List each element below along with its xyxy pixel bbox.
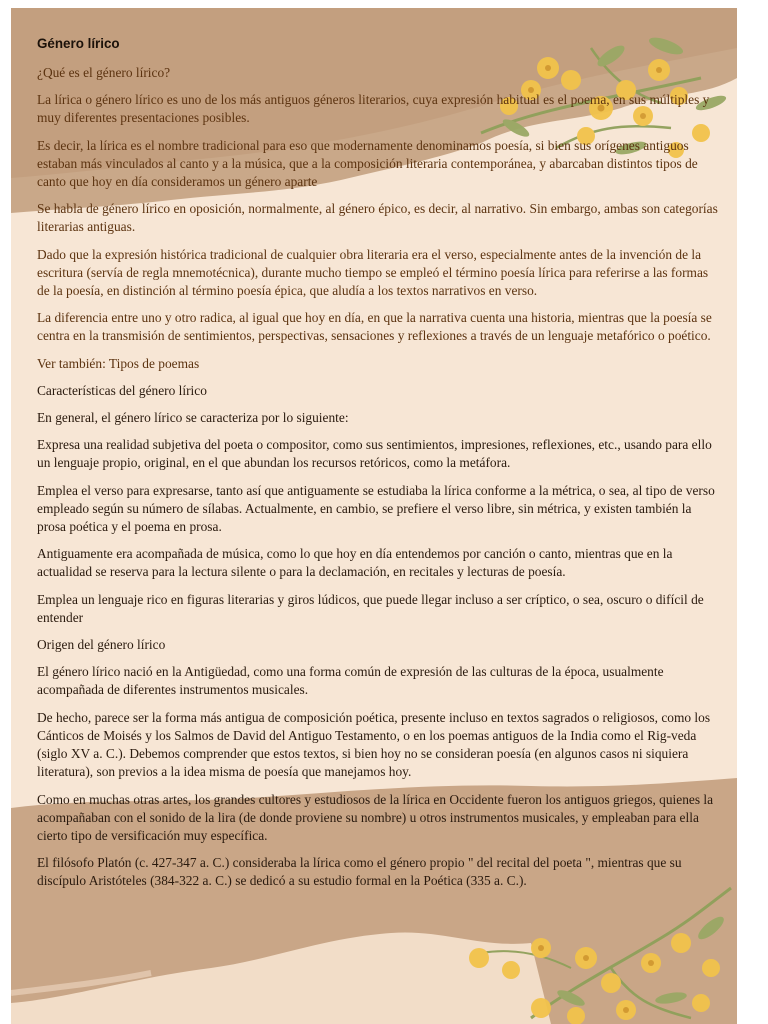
characteristics-intro: En general, el género lírico se caracteriza por lo siguiente:: [37, 410, 349, 426]
plato-paragraph: El filósofo Platón (c. 427-347 a. C.) consideraba la lírica como el género propio " del recital del poeta ", mientras que su discípulo Aristóteles (384-322 a. C.) se dedicó a su estudio formal en la Poética (335 a. C.).: [37, 855, 682, 889]
characteristics-heading: Características del género lírico: [37, 382, 207, 398]
history-paragraph: Dado que la expresión histórica tradicional de cualquier obra literaria era el verso, especialmente antes de la invención de la escritura (servía de regla mnemotécnica), durante mucho tiempo se empleó el término poesía lírica para referirse a las formas de la poesía, en distinción al término poesía épica, que aludía a los textos narrativos en verso.: [37, 246, 709, 299]
question-heading: ¿Qué es el género lírico?: [37, 65, 171, 80]
difference-paragraph: La diferencia entre uno y otro radica, al igual que hoy en día, en que la narrativa cuenta una historia, mientras que la poesía se centra en la transmisión de sentimientos, perspectivas, sensaciones y reflexiones a través de un lenguaje metafórico o poético.: [37, 310, 712, 344]
characteristic-item: Expresa una realidad subjetiva del poeta o compositor, como sus sentimientos, impresiones, reflexiones, etc., usando para ello un lenguaje propio, original, en el que abundan los recursos retóricos, como la metáfora.: [37, 437, 712, 471]
intro-paragraph: La lírica o género lírico es uno de los más antiguos géneros literarios, cuya expresión habitual es el poema, en sus múltiples y muy diferentes presentaciones posibles.: [37, 92, 710, 126]
origin-paragraph: El género lírico nació en la Antigüedad, como una forma común de expresión de las culturas de la época, usualmente acompañada de diferentes instrumentos musicales.: [37, 664, 664, 698]
greeks-paragraph: Como en muchas otras artes, los grandes cultores y estudiosos de la lírica en Occidente fueron los antiguos griegos, quienes la acompañaban con el sonido de la lira (de donde proviene su nombre) u otros instrumentos musicales, y empleaban para ella cierto tipo de versificación muy específica.: [37, 791, 714, 843]
origin-heading: Origen del género lírico: [37, 637, 166, 653]
characteristic-item: Antiguamente era acompañada de música, como lo que hoy en día entendemos por canción o canto, mientras que en la actualidad se reserva para la lectura silente o para la declamación, en recitales y lecturas de poesía.: [37, 546, 673, 580]
opposition-paragraph: Se habla de género lírico en oposición, normalmente, al género épico, es decir, al narrativo. Sin embargo, ambas son categorías literarias antiguas.: [37, 201, 718, 235]
characteristic-item: Emplea el verso para expresarse, tanto así que antiguamente se estudiaba la lírica conforme a la métrica, o sea, al tipo de verso empleado según su número de sílabas. Actualmente, en cambio, se prefiere el verso libre, sin métrica, y existen también la prosa poética y el poema en prosa.: [37, 482, 715, 535]
document-title: Género lírico: [37, 36, 120, 51]
origin-paragraph: De hecho, parece ser la forma más antigua de composición poética, presente incluso en textos sagrados o religiosos, como los Cánticos de Moisés y los Salmos de David del Antiguo Testamento, o en los poemas antiguos de la India como el Rig-veda (siglo XV a. C.). Debemos comprender que estos textos, si bien hoy no se consideran poesía (en algunos casos ni siquiera literatura), son previos a la idea misma de poesía que manejamos hoy.: [37, 709, 711, 780]
definition-paragraph: Es decir, la lírica es el nombre tradicional para eso que modernamente denominamos poesía, si bien sus orígenes antiguos estaban más vinculados al canto y a la música, que a la composición literaria contemporánea, y abarcaban distintos tipos de canto que hoy en día consideramos un género aparte: [37, 137, 698, 190]
characteristic-item: Emplea un lenguaje rico en figuras literarias y giros lúdicos, que puede llegar incluso a ser críptico, o sea, oscuro o difícil de entender: [37, 591, 704, 625]
see-also-link[interactable]: Ver también: Tipos de poemas: [37, 355, 200, 371]
document-content: [37, 35, 723, 900]
document-page: [11, 8, 737, 1024]
